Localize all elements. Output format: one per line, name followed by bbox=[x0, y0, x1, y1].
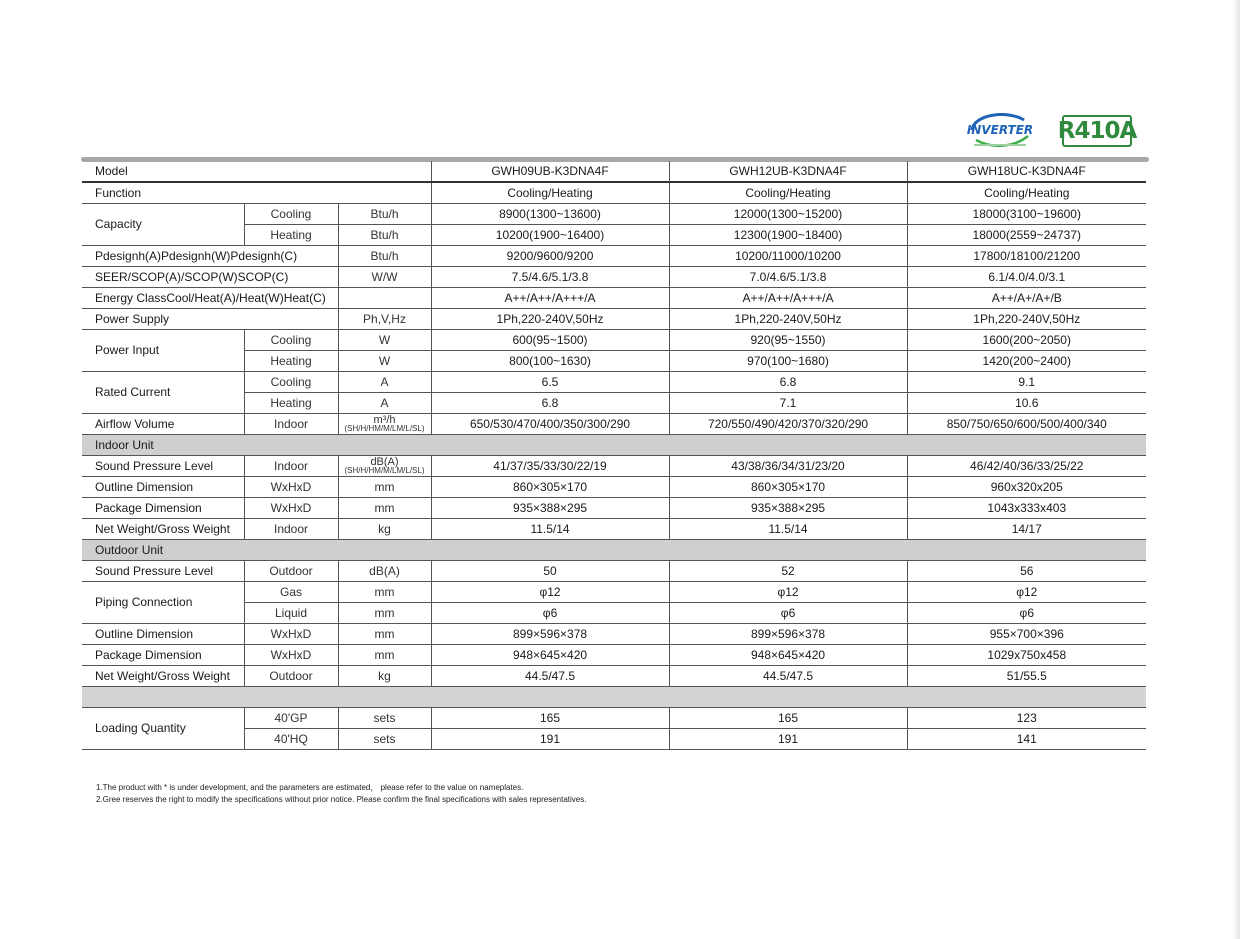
row-label: Piping Connection bbox=[82, 581, 244, 623]
cell-value: 43/38/36/34/31/23/20 bbox=[669, 455, 907, 476]
table-row-power-supply bbox=[82, 308, 1146, 329]
specification-table bbox=[82, 161, 1146, 750]
row-unit: W bbox=[338, 329, 431, 350]
table-row-outdoor-sound bbox=[82, 560, 1146, 581]
cell-value: 51/55.5 bbox=[907, 665, 1146, 686]
table-row-loading-gp bbox=[82, 707, 1146, 728]
certification-logos bbox=[962, 110, 1142, 154]
footnotes bbox=[96, 782, 586, 806]
cell-value: A++/A++/A+++/A bbox=[431, 287, 669, 308]
row-sublabel: WxHxD bbox=[244, 476, 338, 497]
table-row-capacity-cooling bbox=[82, 203, 1146, 224]
cell-value: 850/750/650/600/500/400/340 bbox=[907, 413, 1146, 434]
cell-value: 56 bbox=[907, 560, 1146, 581]
row-unit: dB(A) bbox=[338, 560, 431, 581]
row-unit: A bbox=[338, 392, 431, 413]
model-label: Model bbox=[82, 161, 431, 182]
table-row-rated-current-cooling bbox=[82, 371, 1146, 392]
cell-value: 10200(1900~16400) bbox=[431, 224, 669, 245]
row-unit: sets bbox=[338, 728, 431, 749]
row-label: Net Weight/Gross Weight bbox=[82, 518, 244, 539]
row-sublabel: WxHxD bbox=[244, 497, 338, 518]
cell-value: 9.1 bbox=[907, 371, 1146, 392]
inverter-logo-icon bbox=[964, 110, 1036, 152]
model-2: GWH12UB-K3DNA4F bbox=[669, 161, 907, 182]
cell-value: 7.0/4.6/5.1/3.8 bbox=[669, 266, 907, 287]
cell-value: 18000(3100~19600) bbox=[907, 203, 1146, 224]
row-unit: mm bbox=[338, 623, 431, 644]
row-unit bbox=[338, 455, 431, 476]
cell-value: 948×645×420 bbox=[431, 644, 669, 665]
cell-value: 1420(200~2400) bbox=[907, 350, 1146, 371]
cell-value: 165 bbox=[669, 707, 907, 728]
unit-note: (SH/H/HM/M/LM/L/SL) bbox=[344, 465, 425, 475]
row-sublabel: Indoor bbox=[244, 518, 338, 539]
table-row-energy-class bbox=[82, 287, 1146, 308]
unit-note: (SH/H/HM/M/LM/L/SL) bbox=[344, 423, 425, 433]
row-label: Power Supply bbox=[82, 308, 338, 329]
cell-value: 1600(200~2050) bbox=[907, 329, 1146, 350]
cell-value: φ6 bbox=[907, 602, 1146, 623]
cell-value: 165 bbox=[431, 707, 669, 728]
row-unit: mm bbox=[338, 497, 431, 518]
row-sublabel: Indoor bbox=[244, 413, 338, 434]
row-label: Package Dimension bbox=[82, 644, 244, 665]
table-row-piping-gas bbox=[82, 581, 1146, 602]
cell-value: 141 bbox=[907, 728, 1146, 749]
cell-value: Cooling/Heating bbox=[431, 182, 669, 203]
row-sublabel: Heating bbox=[244, 224, 338, 245]
row-unit: mm bbox=[338, 581, 431, 602]
cell-value: 18000(2559~24737) bbox=[907, 224, 1146, 245]
row-label: Outline Dimension bbox=[82, 623, 244, 644]
cell-value: 7.5/4.6/5.1/3.8 bbox=[431, 266, 669, 287]
cell-value: 12000(1300~15200) bbox=[669, 203, 907, 224]
table-row-indoor-outline bbox=[82, 476, 1146, 497]
footnote-1: 1.The product with * is under development, and the parameters are estimated， please refer to the value on nameplates. bbox=[96, 783, 524, 792]
cell-value: 12300(1900~18400) bbox=[669, 224, 907, 245]
blank-bar bbox=[82, 686, 1146, 707]
row-sublabel: 40'HQ bbox=[244, 728, 338, 749]
cell-value: 10.6 bbox=[907, 392, 1146, 413]
row-label: Pdesignh(A)Pdesignh(W)Pdesignh(C) bbox=[82, 245, 338, 266]
row-sublabel: Liquid bbox=[244, 602, 338, 623]
cell-value: 948×645×420 bbox=[669, 644, 907, 665]
cell-value: 6.5 bbox=[431, 371, 669, 392]
cell-value: 1Ph,220-240V,50Hz bbox=[907, 308, 1146, 329]
cell-value: 860×305×170 bbox=[431, 476, 669, 497]
table-row-indoor-sound bbox=[82, 455, 1146, 476]
model-1: GWH09UB-K3DNA4F bbox=[431, 161, 669, 182]
cell-value: 7.1 bbox=[669, 392, 907, 413]
cell-value: 920(95~1550) bbox=[669, 329, 907, 350]
table-row-indoor-package bbox=[82, 497, 1146, 518]
cell-value: 1043x333x403 bbox=[907, 497, 1146, 518]
row-unit: sets bbox=[338, 707, 431, 728]
table-row-outdoor-outline bbox=[82, 623, 1146, 644]
section-label: Indoor Unit bbox=[82, 434, 1146, 455]
inverter-text: INVERTER bbox=[966, 123, 1034, 137]
section-label: Outdoor Unit bbox=[82, 539, 1146, 560]
cell-value: 44.5/47.5 bbox=[669, 665, 907, 686]
cell-value: 720/550/490/420/370/320/290 bbox=[669, 413, 907, 434]
table-row-power-input-cooling bbox=[82, 329, 1146, 350]
row-unit: W/W bbox=[338, 266, 431, 287]
row-label: Airflow Volume bbox=[82, 413, 244, 434]
row-unit: mm bbox=[338, 476, 431, 497]
cell-value: 11.5/14 bbox=[669, 518, 907, 539]
row-sublabel: Cooling bbox=[244, 203, 338, 224]
cell-value: 955×700×396 bbox=[907, 623, 1146, 644]
cell-value: 6.1/4.0/4.0/3.1 bbox=[907, 266, 1146, 287]
row-unit bbox=[338, 413, 431, 434]
row-label: Sound Pressure Level bbox=[82, 455, 244, 476]
row-unit: kg bbox=[338, 665, 431, 686]
cell-value: 960x320x205 bbox=[907, 476, 1146, 497]
cell-value: 1Ph,220-240V,50Hz bbox=[669, 308, 907, 329]
row-sublabel: Cooling bbox=[244, 371, 338, 392]
row-sublabel: Cooling bbox=[244, 329, 338, 350]
cell-value: 46/42/40/36/33/25/22 bbox=[907, 455, 1146, 476]
page-edge-shadow bbox=[1232, 0, 1240, 939]
unit-main: dB(A) bbox=[370, 455, 399, 468]
cell-value: Cooling/Heating bbox=[669, 182, 907, 203]
r410a-badge bbox=[1057, 115, 1137, 147]
cell-value: 1029x750x458 bbox=[907, 644, 1146, 665]
row-sublabel: Outdoor bbox=[244, 665, 338, 686]
row-label: Outline Dimension bbox=[82, 476, 244, 497]
cell-value: 6.8 bbox=[669, 371, 907, 392]
cell-value: 52 bbox=[669, 560, 907, 581]
row-label: Power Input bbox=[82, 329, 244, 371]
section-outdoor-unit bbox=[82, 539, 1146, 560]
cell-value: 191 bbox=[669, 728, 907, 749]
row-unit: Btu/h bbox=[338, 203, 431, 224]
cell-value: 970(100~1680) bbox=[669, 350, 907, 371]
cell-value: 860×305×170 bbox=[669, 476, 907, 497]
table-row-model bbox=[82, 161, 1146, 182]
row-label: SEER/SCOP(A)/SCOP(W)SCOP(C) bbox=[82, 266, 338, 287]
cell-value: 6.8 bbox=[431, 392, 669, 413]
row-sublabel: 40'GP bbox=[244, 707, 338, 728]
table-row-pdesign bbox=[82, 245, 1146, 266]
row-unit: Btu/h bbox=[338, 245, 431, 266]
table-row-seer bbox=[82, 266, 1146, 287]
cell-value: φ6 bbox=[431, 602, 669, 623]
unit-main: m³/h bbox=[373, 413, 396, 426]
row-sublabel: Gas bbox=[244, 581, 338, 602]
row-unit: kg bbox=[338, 518, 431, 539]
cell-value: 899×596×378 bbox=[669, 623, 907, 644]
cell-value: 600(95~1500) bbox=[431, 329, 669, 350]
cell-value: φ12 bbox=[907, 581, 1146, 602]
cell-value: A++/A++/A+++/A bbox=[669, 287, 907, 308]
cell-value: φ12 bbox=[669, 581, 907, 602]
r410a-text: R410A bbox=[1057, 118, 1137, 144]
row-unit bbox=[338, 287, 431, 308]
cell-value: 800(100~1630) bbox=[431, 350, 669, 371]
row-label: Energy ClassCool/Heat(A)/Heat(W)Heat(C) bbox=[82, 287, 338, 308]
cell-value: 10200/11000/10200 bbox=[669, 245, 907, 266]
row-unit: Btu/h bbox=[338, 224, 431, 245]
cell-value: φ6 bbox=[669, 602, 907, 623]
table-row-outdoor-package bbox=[82, 644, 1146, 665]
row-label: Net Weight/Gross Weight bbox=[82, 665, 244, 686]
table-row-function bbox=[82, 182, 1146, 203]
row-label: Package Dimension bbox=[82, 497, 244, 518]
cell-value: 123 bbox=[907, 707, 1146, 728]
row-unit: W bbox=[338, 350, 431, 371]
cell-value: 935×388×295 bbox=[431, 497, 669, 518]
row-unit: mm bbox=[338, 644, 431, 665]
cell-value: 44.5/47.5 bbox=[431, 665, 669, 686]
cell-value: 935×388×295 bbox=[669, 497, 907, 518]
row-unit: Ph,V,Hz bbox=[338, 308, 431, 329]
row-sublabel: WxHxD bbox=[244, 644, 338, 665]
row-sublabel: Heating bbox=[244, 350, 338, 371]
footnote-2: 2.Gree reserves the right to modify the specifications without prior notice. Please confirm the final specifications with sales representatives. bbox=[96, 795, 587, 804]
row-label: Capacity bbox=[82, 203, 244, 245]
row-label: Function bbox=[82, 182, 431, 203]
cell-value: φ12 bbox=[431, 581, 669, 602]
cell-value: A++/A+/A+/B bbox=[907, 287, 1146, 308]
row-sublabel: Indoor bbox=[244, 455, 338, 476]
cell-value: 191 bbox=[431, 728, 669, 749]
row-unit: mm bbox=[338, 602, 431, 623]
row-sublabel: Outdoor bbox=[244, 560, 338, 581]
cell-value: 41/37/35/33/30/22/19 bbox=[431, 455, 669, 476]
model-3: GWH18UC-K3DNA4F bbox=[907, 161, 1146, 182]
cell-value: 11.5/14 bbox=[431, 518, 669, 539]
row-label: Loading Quantity bbox=[82, 707, 244, 749]
cell-value: 8900(1300~13600) bbox=[431, 203, 669, 224]
section-indoor-unit bbox=[82, 434, 1146, 455]
row-label: Sound Pressure Level bbox=[82, 560, 244, 581]
row-label: Rated Current bbox=[82, 371, 244, 413]
table-row-indoor-weight bbox=[82, 518, 1146, 539]
cell-value: 650/530/470/400/350/300/290 bbox=[431, 413, 669, 434]
cell-value: 14/17 bbox=[907, 518, 1146, 539]
row-unit: A bbox=[338, 371, 431, 392]
table-row-airflow bbox=[82, 413, 1146, 434]
cell-value: 9200/9600/9200 bbox=[431, 245, 669, 266]
cell-value: Cooling/Heating bbox=[907, 182, 1146, 203]
section-blank bbox=[82, 686, 1146, 707]
cell-value: 899×596×378 bbox=[431, 623, 669, 644]
cell-value: 17800/18100/21200 bbox=[907, 245, 1146, 266]
row-sublabel: Heating bbox=[244, 392, 338, 413]
cell-value: 50 bbox=[431, 560, 669, 581]
cell-value: 1Ph,220-240V,50Hz bbox=[431, 308, 669, 329]
table-row-outdoor-weight bbox=[82, 665, 1146, 686]
row-sublabel: WxHxD bbox=[244, 623, 338, 644]
